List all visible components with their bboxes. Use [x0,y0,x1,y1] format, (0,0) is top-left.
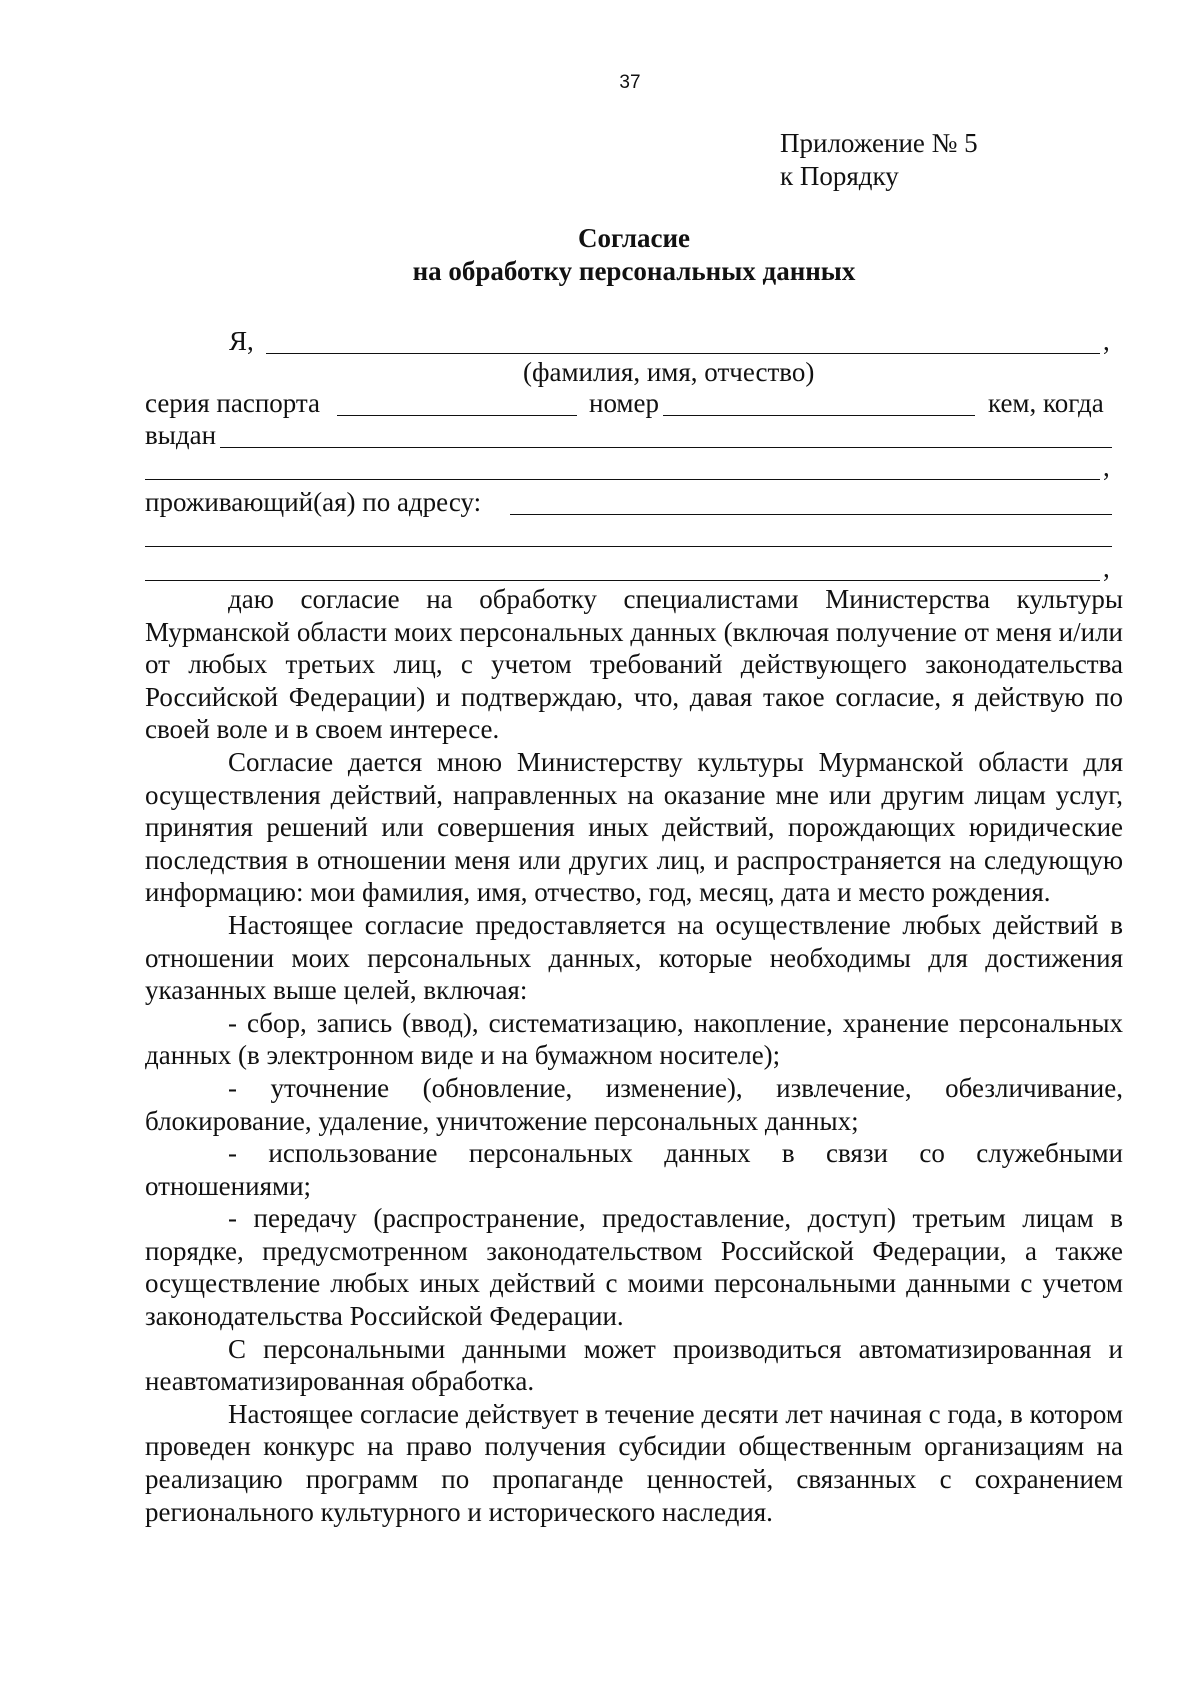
passport-series-field[interactable] [337,415,577,416]
processing-paragraph: С персональными данными может производиться автоматизированная и неавтоматизированная обработка. [145,1333,1123,1397]
validity-paragraph: Настоящее согласие действует в течение десяти лет начиная с года, в котором проведен конкурс на право получения субсидии общественным организациям на реализацию программ по пропаганде ценностей, связанных с сохранением регионального культурного и исторического наследия. [145,1398,1123,1527]
appendix-order: к Порядку [780,161,899,191]
passport-series-label: серия паспорта [145,388,321,418]
title-main: Согласие [577,223,691,253]
address-field-line-2[interactable] [145,546,1112,547]
issued-label: выдан [145,420,217,450]
address-field[interactable] [510,514,1112,515]
actions-paragraph: Настоящее согласие предоставляется на осуществление любых действий в отношении моих персональных данных, которые необходимы для достижения указанных выше целей, включая: [145,909,1123,1006]
fio-comma: , [1103,326,1110,356]
personal-info-form [0,0,1200,600]
address-comma: , [1103,553,1110,583]
issued-field-continued[interactable] [145,479,1100,480]
address-label: проживающий(ая) по адресу: [145,487,482,517]
consent-body [145,583,1123,1528]
fio-hint: (фамилия, имя, отчество) [523,357,815,387]
issued-by-label: кем, когда [988,388,1104,418]
issued-comma: , [1103,452,1110,482]
list-item: - уточнение (обновление, изменение), извлечение, обезличивание, блокирование, удаление, уничтожение персональных данных; [145,1072,1123,1136]
passport-number-label: номер [589,388,660,418]
passport-number-field[interactable] [663,415,975,416]
list-item: - сбор, запись (ввод), систематизацию, накопление, хранение персональных данных (в электронном виде и на бумажном носителе); [145,1007,1123,1071]
i-label: Я, [229,326,254,356]
list-item: - передачу (распространение, предоставление, доступ) третьим лицам в порядке, предусмотренном законодательством Российской Федерации, а также осуществление любых иных действий с моими персональными данными с учетом законодательства Российской Федерации. [145,1203,1123,1332]
fio-field[interactable] [266,353,1100,354]
address-field-line-3[interactable] [145,580,1100,581]
page-number: 37 [619,72,641,93]
issued-field[interactable] [220,447,1112,448]
appendix-number: Приложение № 5 [780,128,978,158]
purpose-paragraph: Согласие дается мною Министерству культуры Мурманской области для осуществления действий, направленных на оказание мне или другим лицам услуг, принятия решений или совершения иных действий, порождающих юридические последствия в отношении меня или других лиц, и распространяется на следующую информацию: мои фамилия, имя, отчество, год, месяц, дата и место рождения. [145,746,1123,908]
list-item: - использование персональных данных в связи со служебными отношениями; [145,1138,1123,1201]
consent-paragraph: даю согласие на обработку специалистами Министерства культуры Мурманской области моих персональных данных (включая получение от меня и/или от любых третьих лиц, с учетом требований действующего законодательства Российской Федерации) и подтверждаю, что, давая такое согласие, я действую по своей воле и в своем интересе. [145,584,1123,745]
title-sub: на обработку персональных данных [412,256,856,286]
